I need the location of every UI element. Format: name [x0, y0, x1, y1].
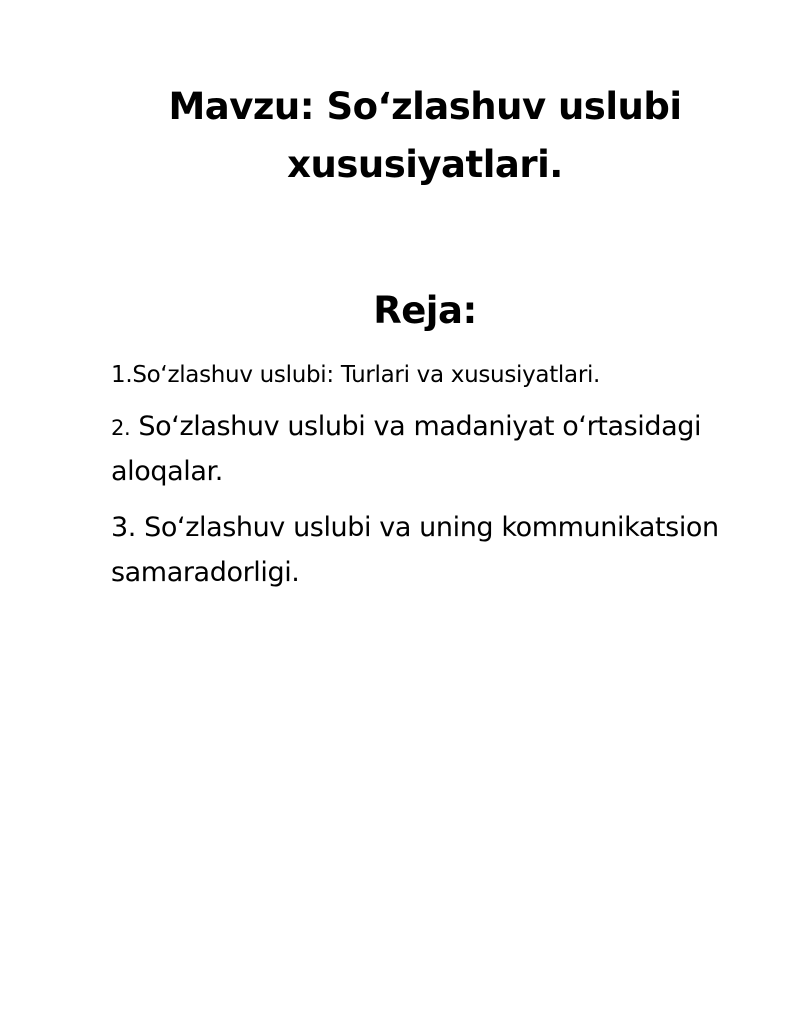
document-title: Mavzu: So‘zlashuv uslubi xususiyatlari.	[168, 85, 682, 186]
plan-item-2	[111, 405, 761, 493]
plan-item-3	[111, 505, 761, 595]
plan-item-text: So‘zlashuv uslubi va madaniyat o‘rtasidagi aloqalar.	[111, 411, 702, 487]
plan-item-number: 2.	[111, 416, 131, 440]
plan-item-text: So‘zlashuv uslubi: Turlari va xususiyatlari.	[132, 362, 601, 388]
plan-item-text: So‘zlashuv uslubi va uning kommunikatsion samaradorligi.	[111, 512, 719, 588]
plan-item-number: 1.	[111, 362, 133, 388]
plan-list	[111, 356, 761, 595]
plan-item-1	[111, 356, 761, 394]
plan-item-number: 3.	[111, 512, 136, 543]
plan-heading: Reja:	[373, 289, 477, 332]
